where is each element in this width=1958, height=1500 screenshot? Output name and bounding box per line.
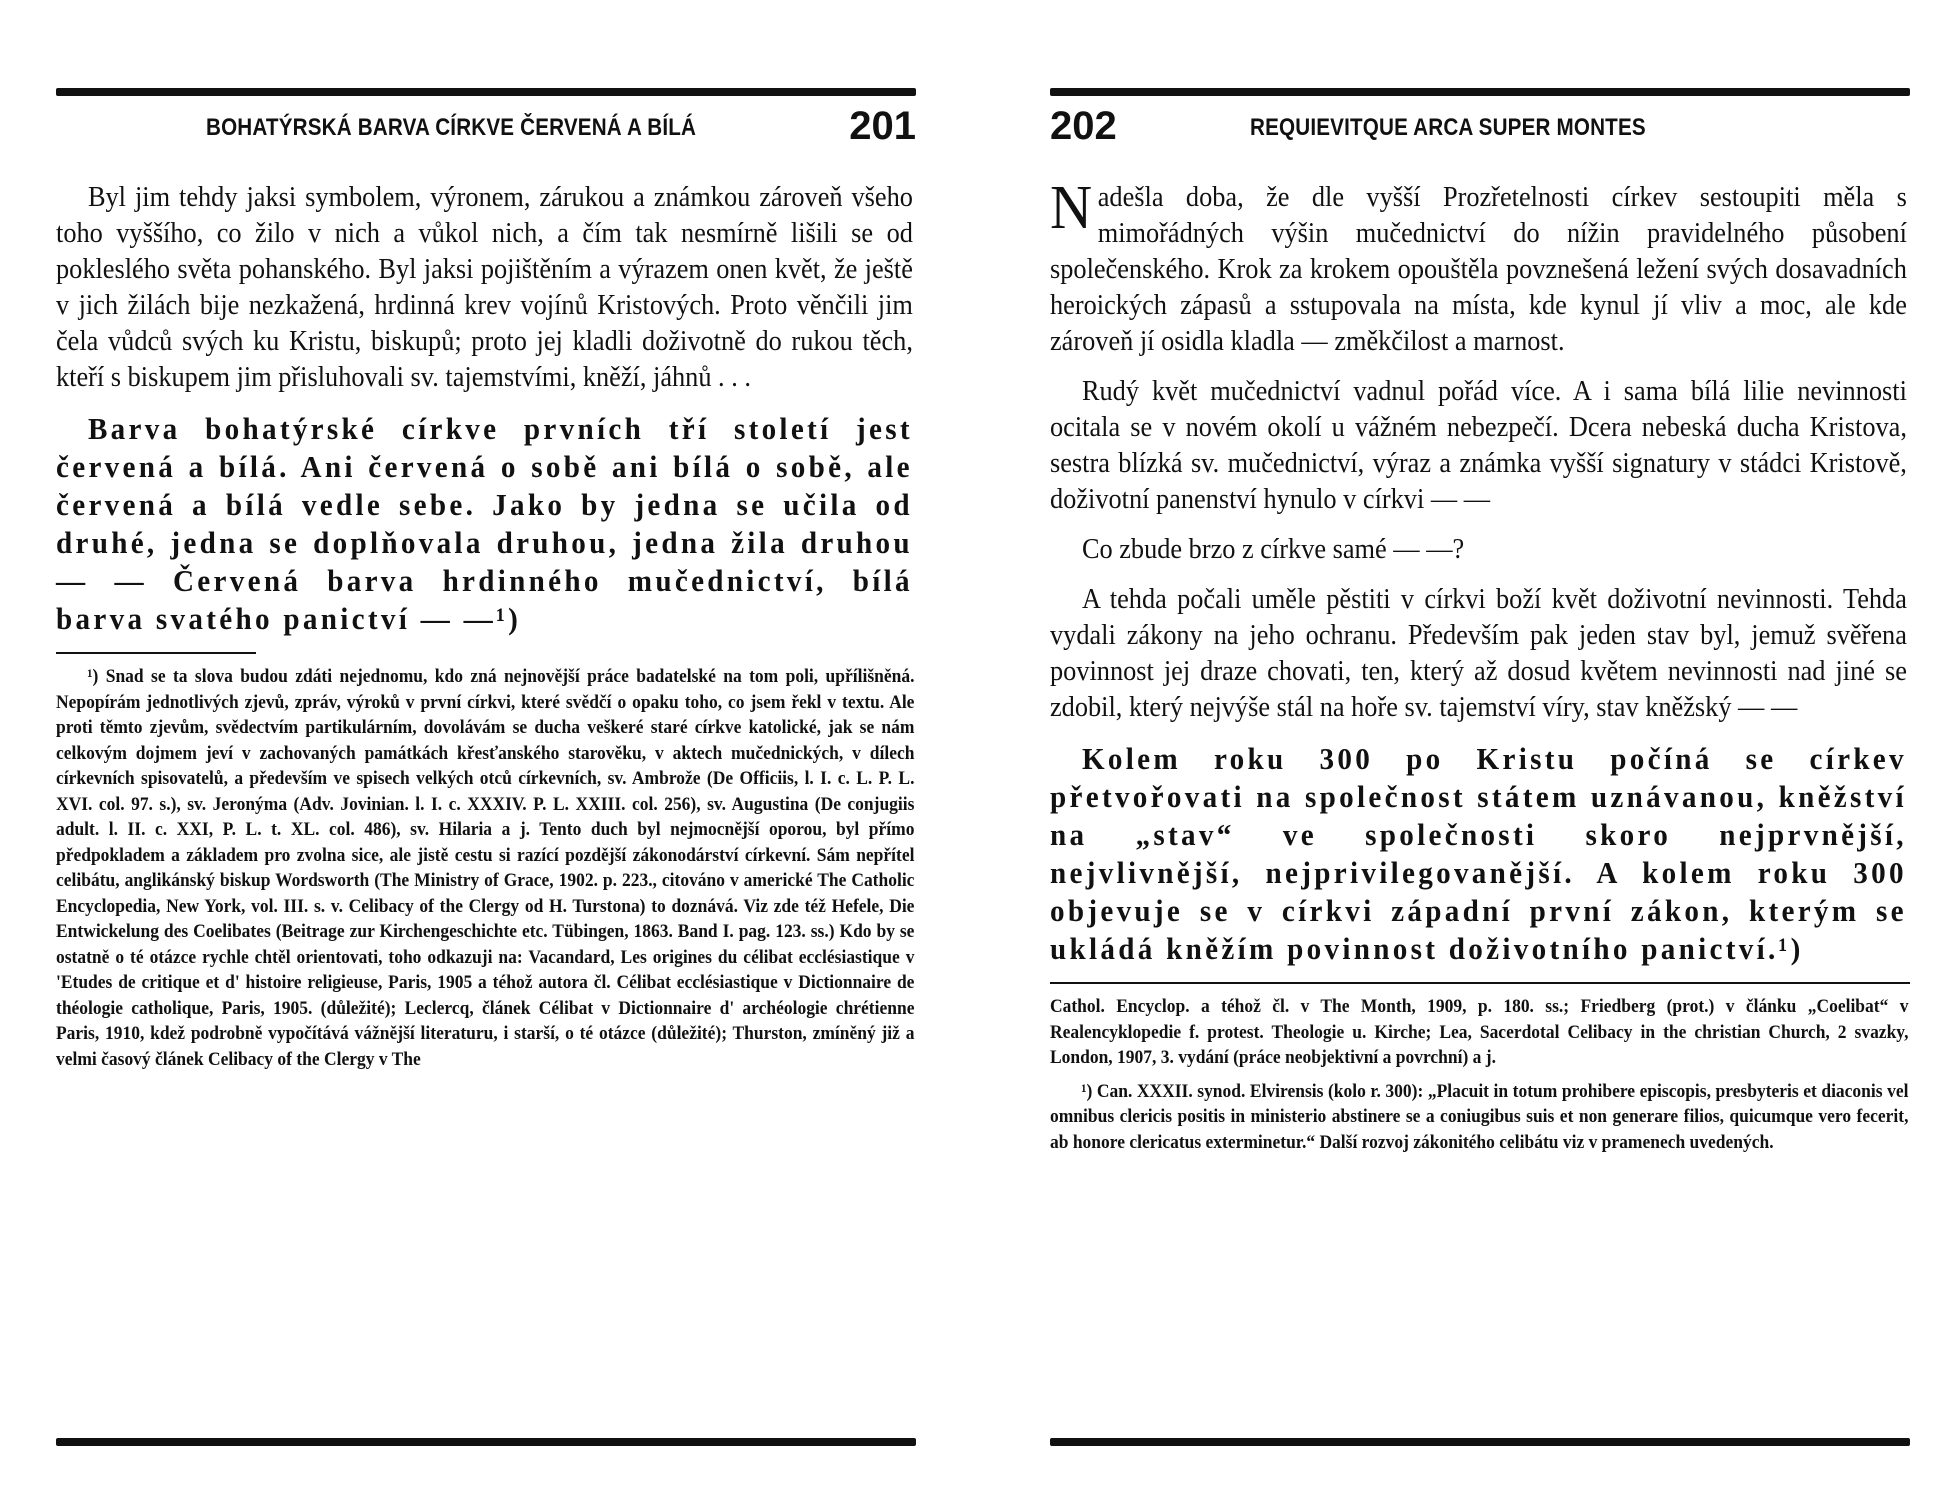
footer-rule bbox=[56, 1438, 916, 1446]
emphasized-paragraph: Kolem roku 300 po Kristu počíná se církev přetvořovati na společnost státem uznávanou, kněžství na „stav“ ve společnosti skoro nejprvnější, nejvlivnější, nejprivilegovanější. A kolem roku 300 objevuje se v církvi západní první zákon, kterým se ukládá kněžím povinnost doživotního panictví.¹) bbox=[1050, 741, 1907, 966]
header-rule bbox=[56, 88, 916, 96]
page-header bbox=[56, 104, 916, 156]
page-body bbox=[56, 180, 916, 1080]
paragraph: Byl jim tehdy jaksi symbolem, výronem, zárukou a známkou zároveň všeho toho vyššího, co žilo v nich a vůkol nich, a čím tak nesmírně lišili se od pokleslého světa pohanského. Byl jaksi pojištěním a výrazem onen květ, že ještě v jich žilách bije nezkažená, hrdinná krev vojínů Kristových. Proto věnčili jim čela vůdců svých ku Kristu, biskupů; proto jej kladli doživotně do rukou těch, kteří s biskupem jim přisluhovali sv. tajemstvími, kněží, jáhnů . . . bbox=[56, 182, 913, 393]
paragraph: Co zbude brzo z církve samé — —? bbox=[1081, 534, 1465, 565]
footnote-rule bbox=[1050, 982, 1910, 984]
right-page bbox=[1050, 88, 1910, 1468]
paragraph-text: adešla doba, že dle vyšší Prozřetelnosti církev sestoupiti měla s mimořádných výšin mučednictví do nížin pravidelného působení společenského. Krok za krokem opouštěla povznešená ležení svých dosavadních heroických zápasů a sstupovala na místa, kde kynul jí vliv a moc, ale kde zároveň jí osidla kladla — změkčilost a marnost. bbox=[1050, 182, 1907, 357]
page-number: 202 bbox=[1050, 104, 1117, 148]
running-title: REQUIEVITQUE ARCA SUPER MONTES bbox=[1250, 114, 1646, 141]
paragraph: A tehda počali uměle pěstiti v církvi boží květ doživotní nevinnosti. Tehda vydali zákony na jeho ochranu. Především pak jeden stav byl, jemuž svěřena povinnost jej draze chovati, ten, který až dosud květem nevinnosti nad jiné se zdobil, který nejvýše stál na hoře sv. tajemství víry, stav kněžský — — bbox=[1050, 584, 1907, 723]
paragraph: Rudý květ mučednictví vadnul pořád více. A i sama bílá lilie nevinnosti ocitala se v novém okolí u vážném nebezpečí. Dcera nebeská ducha Kristova, sestra blízká sv. mučednictví, výraz a známka vyšší signatury v stádci Kristově, doživotní panenství hynulo v církvi — — bbox=[1050, 376, 1907, 515]
left-page bbox=[56, 88, 916, 1468]
footer-rule bbox=[1050, 1438, 1910, 1446]
header-rule bbox=[1050, 88, 1910, 96]
footnote: ¹) Snad se ta slova budou zdáti nejednomu, kdo zná nejnovější práce badatelské na tom poli, upřílišněná. Nepopírám jednotlivých zjevů, zpráv, výroků v první církvi, které svědčí o opaku toho, co jsem řekl v textu. Ale proti těmto zjevům, svědectvím partikulárním, dovolávám se ducha veškeré staré církve katolické, jak se nám celkovým dojmem jeví v zachovaných památkách křesťanského starověku, v aktech mučednických, v dílech církevních spisovatelů, a především ve spisech velkých otců církevních, sv. Ambrože (De Officiis, l. I. c. L. P. L. XVI. col. 97. s.), sv. Jeronýma (Adv. Jovinian. l. I. c. XXXIV. P. L. XXIII. col. 256), sv. Augustina (De conjugiis adult. l. II. c. XXI, P. L. t. XL. col. 486), sv. Hilaria a j. Tento duch byl nejmocnější oporou, byl přímo předpokladem a základem pro zvolna sice, ale jistě cestu si razící pozdější zákonodárství církevní. Sám nepřítel celibátu, anglikánský biskup Wordsworth (The Ministry of Grace, 1902. p. 223., citováno v americké The Catholic Encyclopedia, New York, vol. III. s. v. Celibacy of the Clergy od H. Turstona) to doznává. Viz zde též Hefele, Die Entwickelung des Coelibates (Beitrage zur Kirchengeschichte etc. Tübingen, 1863. Band I. pag. 123. ss.) Kdo by se ostatně o té otázce rychle chtěl orientovati, toho odkazuji na: Vacandard, Les origines du célibat ecclésiastique v 'Etudes de critique et d' histoire religieuse, Paris, 1905 a téhož autora čl. Célibat ecclésiastique v Dictionnaire de théologie catholique, Paris, 1905. (důležité); Leclercq, článek Célibat v Dictionnaire d' archéologie chrétienne Paris, 1910, kdež podrobně vypočítává vážnější literaturu, i starší, o té otázce (důležité); Thurston, zmíněný již a velmi časový článek Celibacy of the Clergy v The bbox=[56, 666, 915, 1070]
emphasized-paragraph: Barva bohatýrské církve prvních tří století jest červená a bílá. Ani červená o sobě ani bílá o sobě, ale červená a bílá vedle sebe. Jako by jedna se učila od druhé, jedna se doplňovala druhou, jedna žila druhou — — Červená barva hrdinného mučednictví, bílá barva svatého panictví — —¹) bbox=[56, 411, 913, 636]
footnote-continuation: Cathol. Encyclop. a téhož čl. v The Month, 1909, p. 180. ss.; Friedberg (prot.) v článku „Coelibat“ v Realencyklopedie f. protest. Theologie u. Kirche; Lea, Sacerdotal Celibacy in the christian Church, 2 svazky, London, 1907, 3. vydání (práce neobjektivní a povrchní) a j. bbox=[1050, 996, 1909, 1068]
footnote: ¹) Can. XXXII. synod. Elvirensis (kolo r. 300): „Placuit in totum prohibere episcopis, presbyteris et diaconis vel omnibus clericis positis in ministerio abstinere se a coniugibus suis et non generare filios, quicumque vero fecerit, ab honore clericatus exterminetur.“ Další rozvoj zákonitého celibátu viz v pramenech uvedených. bbox=[1050, 1080, 1909, 1153]
running-title: BOHATÝRSKÁ BARVA CÍRKVE ČERVENÁ A BÍLÁ bbox=[206, 114, 697, 141]
opening-paragraph bbox=[1050, 174, 1907, 360]
page-body bbox=[1050, 174, 1910, 1163]
page-header bbox=[1050, 104, 1910, 156]
page-number: 201 bbox=[849, 104, 916, 148]
footnote-rule bbox=[56, 652, 256, 654]
drop-cap: N bbox=[1050, 174, 1093, 242]
